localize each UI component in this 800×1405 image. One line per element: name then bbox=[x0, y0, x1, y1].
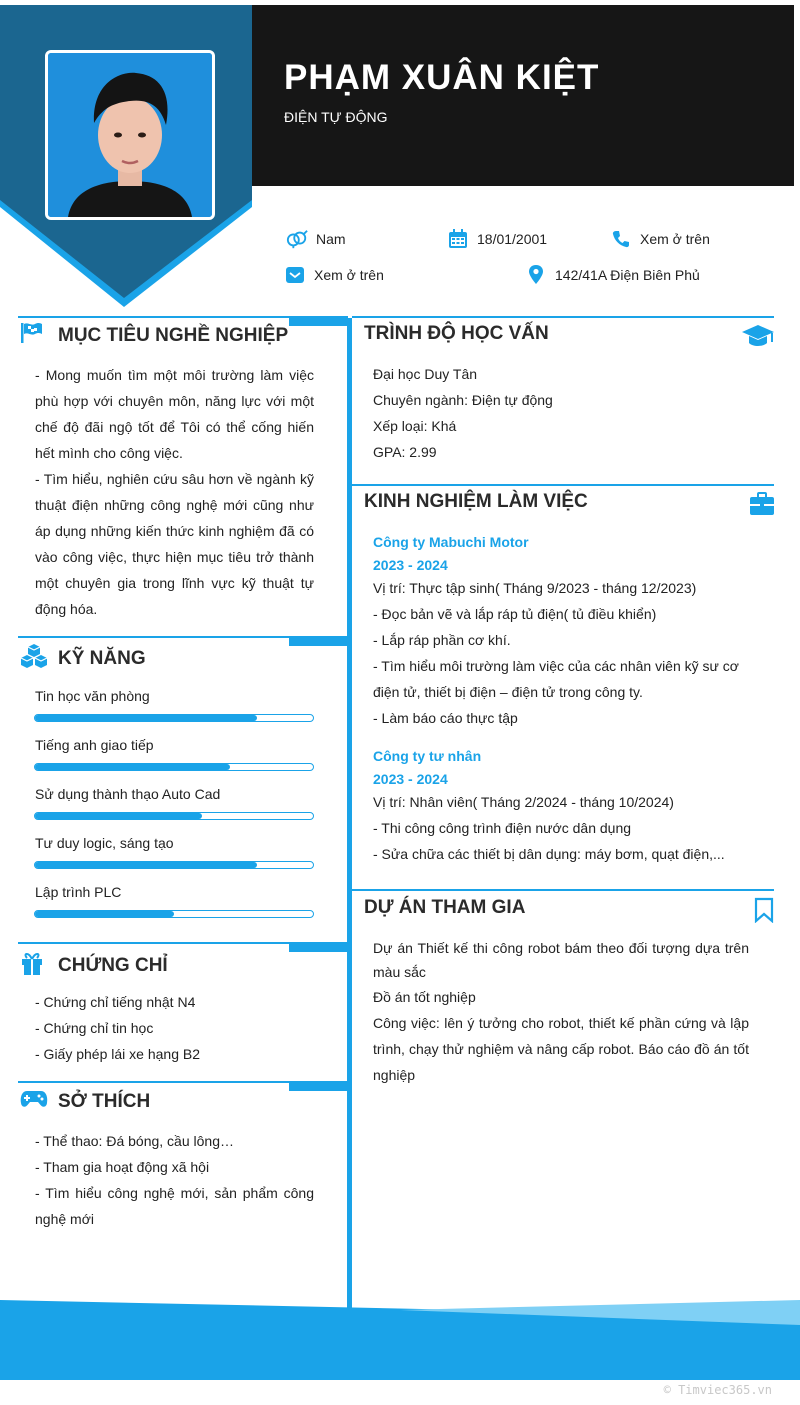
projects-rule bbox=[352, 889, 774, 891]
objective-text bbox=[35, 362, 314, 622]
column-divider bbox=[347, 318, 352, 1313]
location-icon bbox=[525, 265, 547, 285]
hobby-item: - Tham gia hoạt động xã hội bbox=[35, 1159, 210, 1175]
skill-bar bbox=[34, 714, 314, 722]
job-line: - Đọc bản vẽ và lắp ráp tủ điện( tủ điều khiển) bbox=[373, 606, 657, 622]
certificates-rule-tab bbox=[289, 944, 347, 952]
certificate-item: - Chứng chỉ tiếng nhật N4 bbox=[35, 994, 196, 1010]
education-title: TRÌNH ĐỘ HỌC VẤN bbox=[364, 323, 549, 344]
experience-rule bbox=[352, 484, 774, 486]
skill-label: Tin học văn phòng bbox=[35, 688, 150, 704]
skills-title: KỸ NĂNG bbox=[58, 647, 146, 669]
objective-header bbox=[20, 322, 288, 349]
projects-title: DỰ ÁN THAM GIA bbox=[364, 897, 526, 918]
briefcase-icon bbox=[749, 492, 775, 521]
skill-label: Lập trình PLC bbox=[35, 884, 122, 900]
hobbies-rule-tab bbox=[289, 1083, 347, 1091]
graduation-cap-icon bbox=[741, 323, 775, 354]
skill-bar bbox=[34, 812, 314, 820]
phone-value: Xem ở trên bbox=[640, 231, 710, 247]
cubes-icon bbox=[20, 643, 46, 674]
hobbies-list bbox=[35, 1128, 314, 1232]
job-line: - Làm báo cáo thực tập bbox=[373, 710, 518, 726]
hobbies-title: SỞ THÍCH bbox=[58, 1090, 151, 1112]
skill-bar bbox=[34, 861, 314, 869]
education-rule bbox=[352, 316, 774, 318]
address-value: 142/41A Điện Biên Phủ bbox=[555, 267, 700, 283]
certificates-title: CHỨNG CHỈ bbox=[58, 954, 168, 976]
skill-bar bbox=[34, 763, 314, 771]
footer-wave bbox=[0, 1295, 800, 1380]
education-rank: Xếp loại: Khá bbox=[373, 418, 457, 434]
objective-title: MỤC TIÊU NGHỀ NGHIỆP bbox=[58, 324, 289, 346]
skill-bar-fill bbox=[35, 911, 174, 917]
experience-title: KINH NGHIỆM LÀM VIỆC bbox=[364, 491, 588, 512]
flag-icon bbox=[20, 322, 46, 349]
email-icon bbox=[284, 265, 306, 285]
certificates-header bbox=[20, 950, 168, 981]
skill-bar-fill bbox=[35, 764, 230, 770]
copyright-text: © Timviec365.vn bbox=[663, 1383, 772, 1397]
skill-label: Tiếng anh giao tiếp bbox=[35, 737, 154, 753]
skill-bar-fill bbox=[35, 715, 257, 721]
job-years: 2023 - 2024 bbox=[373, 557, 448, 573]
education-header bbox=[364, 323, 549, 345]
skill-bar-fill bbox=[35, 862, 257, 868]
projects-header bbox=[364, 897, 525, 919]
certificates-list bbox=[35, 989, 314, 1067]
gamepad-icon bbox=[20, 1089, 46, 1114]
skills-rule-tab bbox=[289, 638, 347, 646]
education-details bbox=[373, 361, 763, 465]
skill-label: Tư duy logic, sáng tạo bbox=[35, 835, 174, 851]
certificate-item: - Giấy phép lái xe hạng B2 bbox=[35, 1046, 200, 1062]
profile-photo-image bbox=[48, 53, 212, 217]
education-gpa: GPA: 2.99 bbox=[373, 444, 437, 460]
certificate-item: - Chứng chỉ tin học bbox=[35, 1020, 154, 1036]
job-line: Vị trí: Nhân viên( Tháng 2/2024 - tháng 10/2024) bbox=[373, 794, 674, 810]
skill-bar bbox=[34, 910, 314, 918]
job-entry bbox=[373, 529, 765, 731]
job-years: 2023 - 2024 bbox=[373, 771, 448, 787]
job-line: - Tìm hiểu môi trường làm việc của các nhân viên kỹ sư cơ điện tử, thiết bị điện – điện tử trong công ty. bbox=[373, 658, 739, 700]
hobby-item: - Tìm hiểu công nghệ mới, sản phẩm công nghệ mới bbox=[35, 1185, 314, 1227]
contact-gender bbox=[286, 229, 346, 249]
experience-header bbox=[364, 491, 588, 513]
job-line: - Sửa chữa các thiết bị dân dụng: máy bơm, quạt điện,... bbox=[373, 846, 725, 862]
objective-rule-tab bbox=[289, 318, 347, 326]
skill-bar-fill bbox=[35, 813, 202, 819]
birthday-value: 18/01/2001 bbox=[477, 231, 548, 247]
skills-header bbox=[20, 643, 146, 674]
profile-photo bbox=[45, 50, 215, 220]
candidate-name: PHẠM XUÂN KIỆT bbox=[284, 58, 600, 97]
job-line: Vị trí: Thực tập sinh( Tháng 9/2023 - tháng 12/2023) bbox=[373, 580, 697, 596]
contact-phone bbox=[610, 229, 710, 249]
email-value: Xem ở trên bbox=[314, 267, 384, 283]
contact-email bbox=[284, 265, 384, 285]
project-type: Đồ án tốt nghiệp bbox=[373, 989, 476, 1005]
project-name: Dự án Thiết kế thi công robot bám theo đối tượng dựa trên màu sắc bbox=[373, 940, 749, 980]
objective-paragraph: - Mong muốn tìm một môi trường làm việc phù hợp với chuyên môn, năng lực với một chế độ đãi ngộ tốt để Tôi có thể cống hiến hết mình cho công việc. bbox=[35, 367, 314, 461]
calendar-icon bbox=[447, 229, 469, 249]
project-description: Công việc: lên ý tưởng cho robot, thiết kế phần cứng và lập trình, chạy thử nghiệm và nâng cấp robot. Báo cáo đồ án tốt nghiệp bbox=[373, 1015, 749, 1083]
phone-icon bbox=[610, 229, 632, 249]
education-school: Đại học Duy Tân bbox=[373, 366, 478, 382]
objective-paragraph: - Tìm hiểu, nghiên cứu sâu hơn về ngành kỹ thuật điện những công nghệ mới cũng như áp dụng những kiến thức kinh nghiệm đã có vào công việc, thực hiện mục tiêu trở thành một chuyên gia trong lĩnh vực kỹ thuật tự động hóa. bbox=[35, 471, 314, 617]
job-entry bbox=[373, 743, 765, 867]
gender-value: Nam bbox=[316, 231, 346, 247]
bookmark-icon bbox=[754, 897, 774, 928]
candidate-title: ĐIỆN TỰ ĐỘNG bbox=[284, 109, 388, 125]
job-company: Công ty tư nhân bbox=[373, 748, 482, 764]
gender-icon bbox=[286, 229, 308, 249]
hobby-item: - Thể thao: Đá bóng, cầu lông… bbox=[35, 1133, 234, 1149]
job-company: Công ty Mabuchi Motor bbox=[373, 534, 529, 550]
gift-icon bbox=[20, 950, 46, 981]
job-line: - Lắp ráp phần cơ khí. bbox=[373, 632, 511, 648]
contact-birthday bbox=[447, 229, 547, 249]
hobbies-header bbox=[20, 1089, 150, 1114]
projects-details bbox=[373, 936, 749, 1088]
education-major: Chuyên ngành: Điện tự động bbox=[373, 392, 553, 408]
contact-address bbox=[525, 265, 700, 285]
skill-label: Sử dụng thành thạo Auto Cad bbox=[35, 786, 221, 802]
job-line: - Thi công công trình điện nước dân dụng bbox=[373, 820, 632, 836]
